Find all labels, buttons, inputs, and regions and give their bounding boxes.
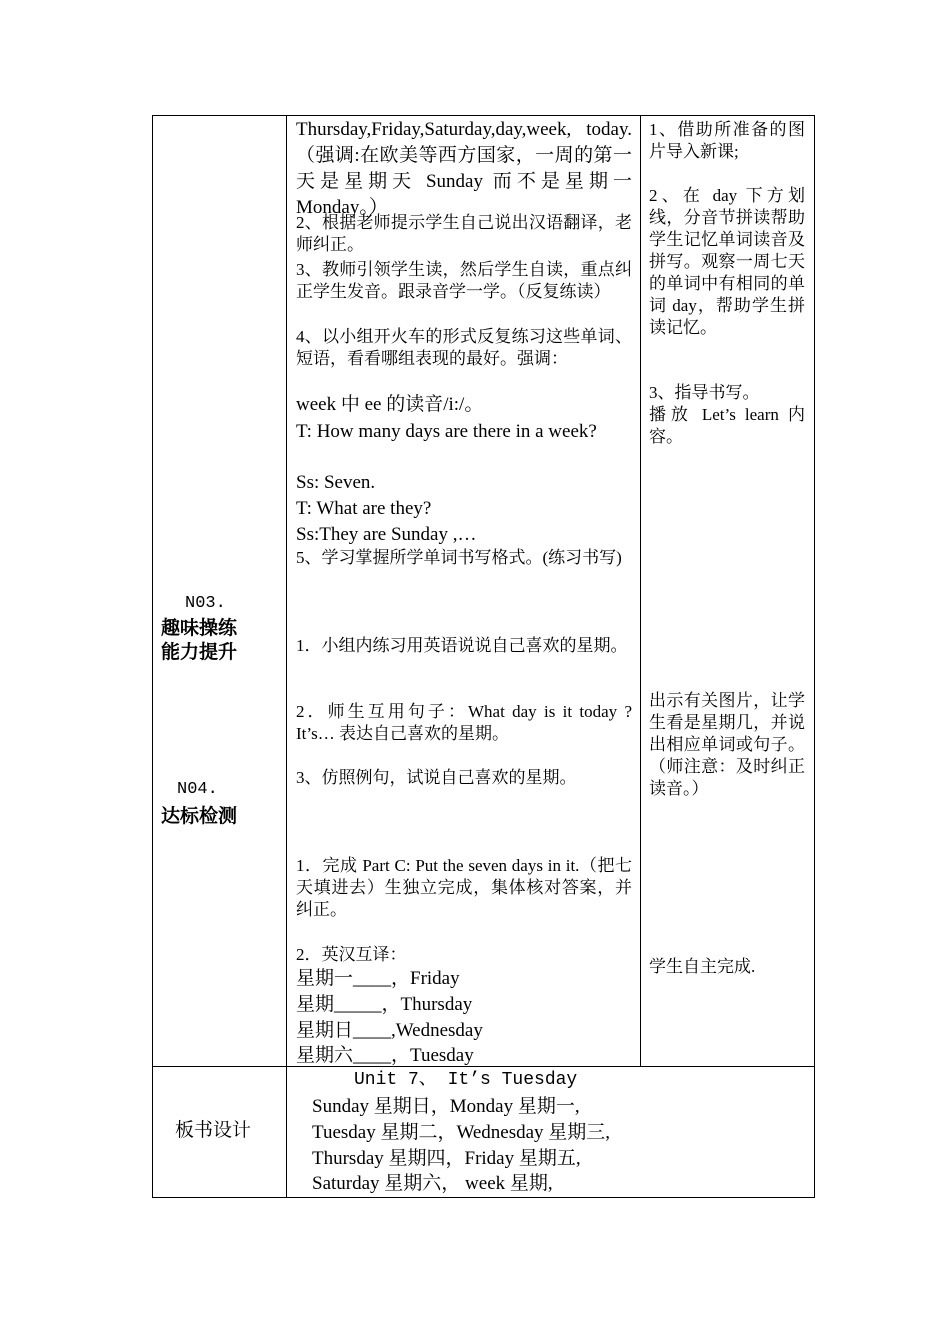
note-2: 2、在 day 下方划线，分音节拼读帮助学生记忆单词读音及拼写。观察一周七天的单词中有相同的单词 day，帮助学生拼读记忆。	[649, 186, 805, 337]
activity-dialogue-s1: Ss: Seven.	[296, 472, 376, 493]
board-label-cell	[153, 1067, 287, 1198]
board-title: Unit 7、 It’s Tuesday	[354, 1070, 578, 1090]
stage-no4-title: 达标检测	[161, 805, 238, 827]
activity-dialogue-t1: T: How many days are there in a week?	[296, 421, 597, 442]
note-5: 出示有关图片，让学生看是星期几，并说出相应单词或句子。（师注意：及时纠正读音。）	[649, 691, 805, 798]
activity-dialogue-s2: Ss:They are Sunday ,…	[296, 524, 477, 545]
activity-step-2: 2、根据老师提示学生自己说出汉语翻译，老师纠正。	[296, 213, 632, 254]
board-line-3: Thursday 星期四，Friday 星期五,	[312, 1148, 581, 1169]
activity-step-5: 5、学习掌握所学单词书写格式。(练习书写)	[296, 548, 622, 567]
board-line-1: Sunday 星期日，Monday 星期一,	[312, 1096, 580, 1117]
lesson-plan-table	[152, 115, 815, 1198]
board-content-cell	[287, 1067, 815, 1198]
note-4: 播放 Let’s learn 内容。	[649, 405, 805, 446]
activity-pronunciation: week 中 ee 的读音/i:/。	[296, 394, 484, 415]
activity-practice-1: 1．小组内练习用英语说说自己喜欢的星期。	[296, 636, 628, 655]
translation-item-2: 星期_____，Thursday	[296, 994, 473, 1015]
stage-no3-title-1: 趣味操练	[161, 617, 238, 639]
activity-word-list: Thursday,Friday,Saturday,day,week, today.（强调:在欧美等西方国家，一周的第一天是星期天 Sunday 而不是星期一 Monday。）	[296, 119, 632, 218]
activity-step-3: 3、教师引领学生读，然后学生自读，重点纠正学生发音。跟录音学一学。（反复练读）	[296, 260, 632, 301]
notes-column	[641, 116, 815, 1067]
activity-step-4: 4、以小组开火车的形式反复练习这些单词、短语，看看哪组表现的最好。强调：	[296, 327, 632, 368]
board-design-row	[153, 1067, 815, 1198]
activity-check-1: 1．完成 Part C: Put the seven days in it.（把七天填进去）生独立完成，集体核对答案，并纠正。	[296, 856, 632, 919]
stage-column	[153, 116, 287, 1067]
note-1: 1、借助所准备的图片导入新课;	[649, 120, 805, 161]
activity-check-2: 2．英汉互译：	[296, 945, 407, 964]
note-6: 学生自主完成.	[649, 957, 756, 976]
activities-column	[287, 116, 641, 1067]
translation-item-4: 星期六____，Tuesday	[296, 1045, 474, 1066]
translation-item-1: 星期一____，Friday	[296, 968, 460, 989]
note-3: 3、指导书写。	[649, 383, 760, 402]
board-design-label: 板书设计	[175, 1119, 252, 1141]
stage-no3-title-2: 能力提升	[161, 641, 238, 663]
process-row	[153, 116, 815, 1067]
activity-dialogue-t2: T: What are they?	[296, 498, 432, 519]
board-line-2: Tuesday 星期二，Wednesday 星期三,	[312, 1122, 611, 1143]
activity-practice-3: 3、仿照例句，试说自己喜欢的星期。	[296, 768, 577, 787]
stage-no4-number: N04.	[177, 780, 218, 799]
board-line-4: Saturday 星期六， week 星期,	[312, 1173, 553, 1194]
activity-practice-2: 2．师生互用句子：What day is it today ? It’s… 表达自己喜欢的星期。	[296, 702, 632, 743]
translation-item-3: 星期日____,Wednesday	[296, 1020, 483, 1041]
stage-no3-number: N03.	[185, 594, 226, 613]
